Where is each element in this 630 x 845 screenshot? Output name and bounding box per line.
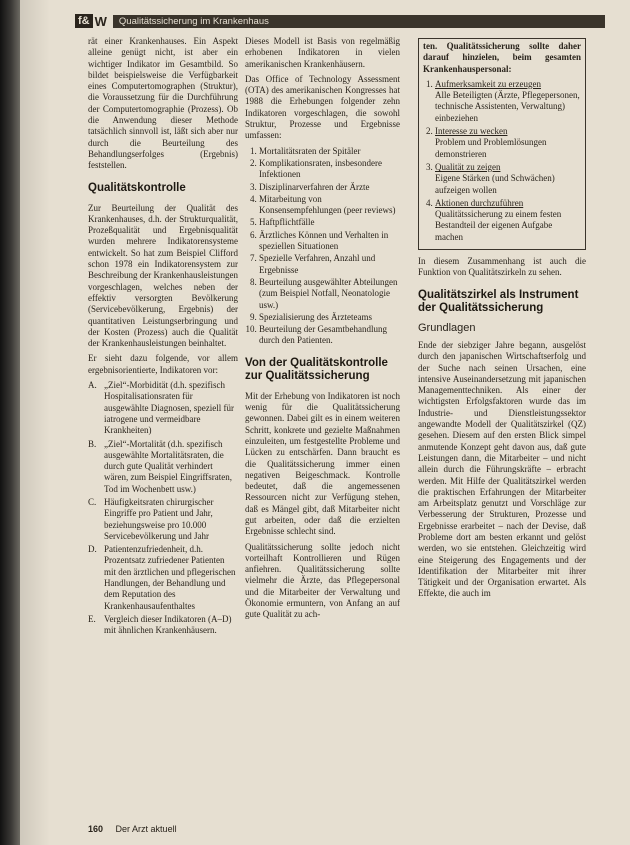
list-marker: B.	[88, 438, 97, 449]
list-text: Häufigkeitsraten chirurgischer Eingriffe pro Patient und Jahr, beziehungsweise pro 10.000 Servicebevölkerung und Jahr	[104, 496, 214, 541]
paragraph: In diesem Zusammenhang ist auch die Funktion von Qualitätszirkeln zu sehen.	[418, 256, 586, 278]
goals-list	[423, 79, 581, 243]
paragraph: Mit der Erhebung von Indikatoren ist noch wenig für die Qualitätssicherung gewonnen. Dabei gilt es in einem weiteren Schritt, konkrete und gezielte Maßnahmen einzuleiten, um festgestellte Probleme und Lücken zu entschärfen. Dann braucht es die Qualitätssicherung immer einen negativen Beigeschmack. Kontrolle bedeutet, daß die angemessenen Ressourcen nicht zur Verfügung stehen, daß es Mängel gibt, daß Mitarbeiter nicht gut arbeiten, oder daß die erzielten Ergebnisse schlecht sind.	[245, 390, 400, 537]
goal-text: Eigene Stärken (und Schwächen) aufzeigen wollen	[435, 173, 555, 195]
goal-title: Aufmerksamkeit zu erzeugen	[435, 78, 541, 89]
list-marker: E.	[88, 613, 96, 624]
page-number: 160	[88, 824, 104, 834]
list-text: Patientenzufriedenheit, d.h. Prozentsatz zufriedener Patienten mit den ärztlichen und pflegerischen Handlungen, der Behandlung und dem Reputation des Krankenhausaufenthaltes	[104, 544, 236, 611]
list-item	[88, 497, 238, 542]
paragraph: rät einer Krankenhauses. Ein Aspekt alleine genügt nicht, ist aber ein wichtiger Indikator im Gesamtbild. So bildet beispielsweise die Verfügbarkeit eines Computertomographen (Struktur), die Voraussetzung für die Durchführung der Computertomographie (Prozess). Ob die Anwendung dieser Methode tatsächlich sinnvoll ist, läßt sich aber nur durch die Beurteilung des Behandlungserfolges (Ergebnis) feststellen.	[88, 36, 238, 171]
list-item: 1. Mortalitätsraten der Spitäler	[259, 146, 400, 157]
goal-title: Qualität zu zeigen	[435, 161, 501, 172]
list-item: 7. Spezielle Verfahren, Anzahl und Ergebnisse	[259, 253, 400, 276]
page-footer	[88, 824, 177, 834]
list-text: „Ziel“-Morbidität (d.h. spezifisch Hospitalisationsraten für ausgewählte Diagnosen, speziell für iatrogene und vermeidbare Krankheiten)	[104, 380, 234, 436]
list-text: Vergleich dieser Indikatoren (A–D) mit ähnlichen Krankenhäusern.	[104, 613, 232, 636]
document-page	[20, 0, 630, 845]
list-item	[435, 198, 581, 243]
list-marker: C.	[88, 496, 97, 507]
heading-qualitaetszirkel: Qualitätszirkel als Instrument der Qualitätssicherung	[418, 288, 579, 314]
goal-text: Alle Beteiligten (Ärzte, Pflegepersonen, technische Assistenten, Verwaltung) einbeziehen	[435, 90, 580, 123]
column-1	[88, 36, 238, 806]
list-item: 6. Ärztliches Können und Verhalten in speziellen Situationen	[259, 230, 400, 253]
heading-von-kontrolle-zu-sicherung: Von der Qualitätskontrolle zur Qualitätssicherung	[245, 356, 388, 382]
list-item: 2. Komplikationsraten, insbesondere Infektionen	[259, 158, 400, 181]
list-item: 5. Haftpflichtfälle	[259, 217, 400, 228]
paragraph: Dieses Modell ist Basis von regelmäßig erhobenen Indikatoren in vielen amerikanischen Krankenhäusern.	[245, 36, 400, 69]
running-header	[75, 10, 605, 32]
list-marker: A.	[88, 380, 97, 391]
journal-name: Der Arzt aktuell	[115, 824, 177, 834]
paragraph: Zur Beurteilung der Qualität des Krankenhauses, d.h. der Strukturqualität, Prozeßqualität und Ergebnisqualität wurden mehrere Indikatorensysteme entwickelt. So hat zum Beispiel Clifford schon 1978 ein Indikatorensystem zur Beschreibung der Krankenhausleistungen vorgeschlagen, welches neben der effektiv versorgten Bevölkerung (Servicebevölkerung, Ergebnis) der quantitativen Leistungserbringung und der Kosten (Prozess) auch die Qualität der Krankenhausleistungen beinhaltet.	[88, 202, 238, 349]
paragraph: Er sieht dazu folgende, vor allem ergebnisorientierte, Indikatoren vor:	[88, 353, 238, 375]
list-item	[88, 380, 238, 436]
book-binding	[0, 0, 20, 845]
goal-title: Aktionen durchzuführen	[435, 197, 524, 208]
goals-box	[418, 38, 586, 250]
indicator-list	[88, 380, 238, 637]
list-item: 3. Disziplinarverfahren der Ärzte	[259, 182, 400, 193]
list-item	[88, 544, 238, 612]
list-item: 10. Beurteilung der Gesamtbehandlung durch den Patienten.	[259, 324, 400, 347]
list-item	[435, 126, 581, 160]
publisher-logo-w: W	[94, 13, 107, 29]
goal-text: Problem und Problemlösungen demonstrieren	[435, 137, 547, 159]
list-item: 9. Spezialisierung des Ärzteteams	[259, 312, 400, 323]
paragraph: Ende der siebziger Jahre begann, ausgelöst durch den japanischen Wirtschaftserfolg und der Suche nach seinen Ursachen, eine intensive Auseinandersetzung mit japanischen Managementtechniken. Als einer der wichtigsten Erfolgsfaktoren wurde das im Industrie- und Dienstleistungssektor angewandte Modell der Qualitätszirkel (QZ) gesehen. Diesem auf den ersten Blick simpel anmutende Konzept geht davon aus, daß gute Leistungen dann, die Mitarbeiter – und nicht allein durch die Führungskräfte – erbracht werden. Mit Hilfe der Qualitätszirkel werden die praktischen Erfahrungen der Mitarbeiter am Arbeitsplatz genutzt und Vorschläge zur Verbesserung der Strukturen, Prozesse und Ergebnisse erarbeitet – nach der Devise, daß Probleme dort am besten erkannt und gelöst werden, wo sie entstehen. Gleichzeitig wird eine Steigerung des Engagements und der Identifikation der Mitarbeiter mit ihrer Tätigkeit und der Organisation erwartet. Als Effekte, die auch im	[418, 339, 586, 599]
heading-qualitaetskontrolle: Qualitätskontrolle	[88, 181, 186, 194]
list-item	[435, 79, 581, 124]
running-title: Qualitätssicherung im Krankenhaus	[113, 15, 605, 28]
list-item	[88, 614, 238, 637]
column-2	[245, 36, 400, 806]
list-marker: D.	[88, 544, 97, 555]
list-item: 4. Mitarbeitung von Konsensempfehlungen (peer reviews)	[259, 194, 400, 217]
list-item: 8. Beurteilung ausgewählter Abteilungen (zum Beispiel Notfall, Neonatologie usw.)	[259, 277, 400, 311]
list-item	[435, 162, 581, 196]
goal-text: Qualitätssicherung zu einem festen Bestandteil der eigenen Aufgabe machen	[435, 209, 562, 242]
list-text: „Ziel“-Mortalität (d.h. spezifisch ausgewählte Mortalitätsraten, die durch gute Qualität verhindert wären, zum Beispiel Eingriffsraten, Tod im Wochenbett usw.)	[104, 438, 233, 494]
column-3	[418, 36, 586, 806]
paragraph: Qualitätssicherung sollte jedoch nicht vorteilhaft Kontrollieren und Rügen anfiehren. Qualitätssicherung sollte vielmehr die Ärzte, das Pflegepersonal und die Mitarbeiter der Verwaltung und Ökonomie ermuntern, von Anfang an auf gute Qualität zu ach-	[245, 541, 400, 620]
paragraph: Das Office of Technology Assessment (OTA) des amerikanischen Kongresses hat 1988 die Erhebungen folgender zehn Indikatoren vorgeschlagen, die sowohl Struktur, Prozesse und Ergebnisse umfassen:	[245, 73, 400, 141]
box-intro: ten. Qualitätssicherung sollte daher darauf hinzielen, beim gesamten Krankenhauspersonal:	[423, 41, 581, 74]
publisher-logo: f&	[75, 14, 93, 28]
ota-indicator-list	[245, 146, 400, 347]
list-item	[88, 439, 238, 495]
subheading-grundlagen: Grundlagen	[418, 321, 476, 334]
goal-title: Interesse zu wecken	[435, 126, 508, 137]
